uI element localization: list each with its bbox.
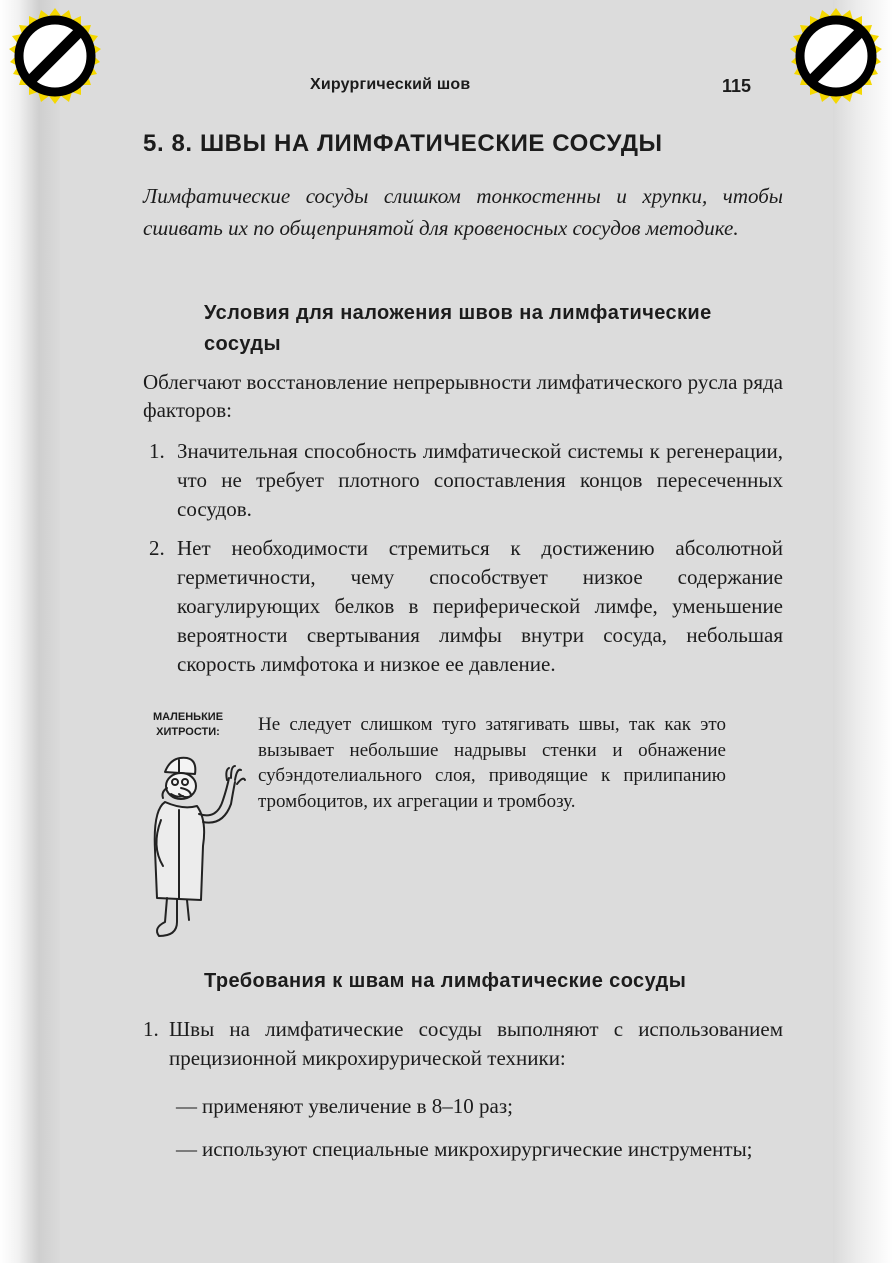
running-title: Хирургический шов bbox=[310, 76, 471, 93]
list-dash: — bbox=[176, 1137, 197, 1161]
section-heading: 5. 8. ШВЫ НА ЛИМФАТИЧЕСКИЕ СОСУДЫ bbox=[143, 130, 663, 157]
tips-label bbox=[143, 710, 233, 740]
book-spine-shadow bbox=[0, 0, 60, 1263]
no-entry-icon bbox=[786, 8, 886, 108]
list-item bbox=[143, 437, 783, 524]
tip-text: Не следует слишком туго затягивать швы, так как это вызывает небольшие надрывы стенки и обнажение субэндотелиального слоя, приводящие к прилипанию тромбоцитов, их агрегации и тромбозу. bbox=[258, 714, 726, 812]
list-item bbox=[143, 534, 783, 679]
list-item-text: Значительная способность лимфатической системы к регенерации, что не требует плотного сопоставления концов пересеченных сосудов. bbox=[177, 439, 783, 521]
page-right-edge bbox=[833, 0, 893, 1263]
requirements-heading: Требования к швам на лимфатические сосуды bbox=[204, 970, 687, 992]
conditions-intro: Облегчают восстановление непрерывности лимфатического русла ряда факторов: bbox=[143, 370, 783, 422]
list-item bbox=[143, 1015, 783, 1073]
tips-label-line: ХИТРОСТИ: bbox=[156, 726, 220, 738]
list-item-number: 1. bbox=[149, 439, 165, 463]
list-item-text: Швы на лимфатические сосуды выполняют с использованием прецизионной микрохирурической техники: bbox=[169, 1017, 783, 1070]
list-item bbox=[176, 1135, 783, 1164]
list-item bbox=[176, 1092, 783, 1121]
tips-label-line: МАЛЕНЬКИЕ bbox=[152, 711, 224, 723]
list-item-number: 2. bbox=[149, 536, 165, 560]
doctor-cartoon-icon bbox=[143, 750, 253, 945]
list-item-text: Нет необходимости стремиться к достижению абсолютной герметичности, чему способствует низкое содержание коагулирующих белков в периферической лимфе, уменьшение вероятности свертывания лимфы внутри сосуда, небольшая скорость лимфотока и низкое ее давление. bbox=[177, 536, 783, 676]
list-dash: — bbox=[176, 1094, 197, 1118]
section-lead: Лимфатические сосуды слишком тонкостенны и хрупки, чтобы сшивать их по общепринятой для кровеносных сосудов методике. bbox=[143, 184, 783, 240]
page-number: 115 bbox=[722, 76, 752, 96]
conditions-heading: Условия для наложения швов на лимфатические сосуды bbox=[204, 302, 712, 355]
no-entry-icon bbox=[5, 8, 105, 108]
list-item-text: применяют увеличение в 8–10 раз; bbox=[202, 1094, 513, 1118]
list-item-text: используют специальные микрохирургические инструменты; bbox=[202, 1137, 753, 1161]
list-item-number: 1. bbox=[143, 1017, 159, 1041]
